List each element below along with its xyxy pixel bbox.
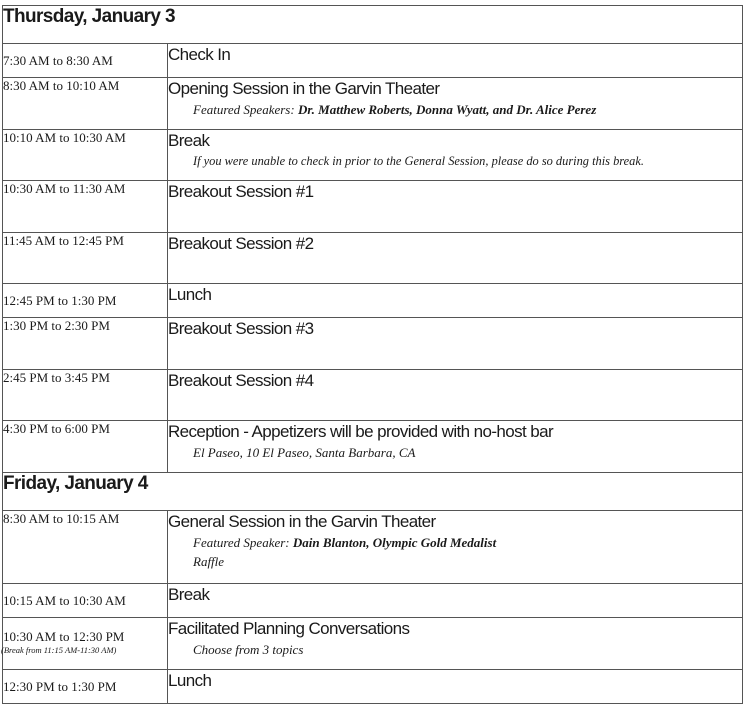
- session-cell: [168, 284, 743, 318]
- session-cell: [168, 318, 743, 370]
- table-row: [3, 284, 743, 318]
- session-cell: [168, 130, 743, 181]
- session-note: If you were unable to check in prior to the General Session, please do so during this break.: [193, 154, 644, 168]
- session-title: Break: [168, 585, 210, 604]
- session-extra: Raffle: [193, 554, 225, 569]
- day-header-row: [3, 473, 743, 511]
- session-speakers: [168, 100, 742, 119]
- time-cell: 1:30 PM to 2:30 PM: [3, 318, 168, 370]
- session-cell: [168, 181, 743, 233]
- table-row: [3, 181, 743, 233]
- day-heading: Thursday, January 3: [3, 6, 743, 44]
- session-note: Choose from 3 topics: [193, 642, 304, 657]
- table-row: [3, 670, 743, 704]
- table-row: [3, 233, 743, 284]
- table-row: [3, 421, 743, 473]
- session-cell: [168, 670, 743, 704]
- session-cell: [168, 618, 743, 670]
- day-heading: Friday, January 4: [3, 473, 743, 511]
- session-title: Reception - Appetizers will be provided with no-host bar: [168, 422, 554, 441]
- session-cell: [168, 44, 743, 78]
- time-cell: 8:30 AM to 10:15 AM: [3, 511, 168, 584]
- session-cell: [168, 78, 743, 130]
- time-cell: 2:45 PM to 3:45 PM: [3, 370, 168, 421]
- session-cell: [168, 511, 743, 584]
- session-cell: [168, 370, 743, 421]
- time-cell: 7:30 AM to 8:30 AM: [3, 44, 168, 78]
- time-cell: 10:30 AM to 11:30 AM: [3, 181, 168, 233]
- table-row: [3, 584, 743, 618]
- time-cell: [3, 618, 168, 670]
- table-row: [3, 618, 743, 670]
- day-header-row: [3, 6, 743, 44]
- session-title: Breakout Session #2: [168, 234, 314, 253]
- speakers-label: Featured Speaker:: [193, 535, 290, 550]
- time-cell: 10:15 AM to 10:30 AM: [3, 584, 168, 618]
- time-cell: 8:30 AM to 10:10 AM: [3, 78, 168, 130]
- time-cell: 11:45 AM to 12:45 PM: [3, 233, 168, 284]
- table-row: [3, 78, 743, 130]
- table-row: [3, 370, 743, 421]
- session-title: Break: [168, 131, 210, 150]
- table-row: [3, 318, 743, 370]
- time-cell: 10:10 AM to 10:30 AM: [3, 130, 168, 181]
- session-cell: [168, 584, 743, 618]
- table-row: [3, 44, 743, 78]
- time-range: 10:30 AM to 12:30 PM: [3, 629, 125, 644]
- session-title: General Session in the Garvin Theater: [168, 512, 436, 531]
- session-title: Breakout Session #1: [168, 182, 314, 201]
- session-title: Facilitated Planning Conversations: [168, 619, 410, 638]
- session-title: Lunch: [168, 285, 212, 304]
- session-title: Check In: [168, 45, 231, 64]
- session-title: Breakout Session #3: [168, 319, 314, 338]
- time-cell: 12:30 PM to 1:30 PM: [3, 670, 168, 704]
- session-cell: [168, 421, 743, 473]
- time-cell: 4:30 PM to 6:00 PM: [3, 421, 168, 473]
- session-location: El Paseo, 10 El Paseo, Santa Barbara, CA: [193, 445, 416, 460]
- time-note: (Break from 11:15 AM-11:30 AM): [1, 645, 117, 655]
- table-row: [3, 511, 743, 584]
- schedule-table: [2, 5, 743, 704]
- session-title: Lunch: [168, 671, 212, 690]
- session-title: Opening Session in the Garvin Theater: [168, 79, 440, 98]
- session-title: Breakout Session #4: [168, 371, 314, 390]
- speakers-names: Dain Blanton, Olympic Gold Medalist: [292, 535, 497, 550]
- table-row: [3, 130, 743, 181]
- session-cell: [168, 233, 743, 284]
- session-speakers: [168, 533, 742, 552]
- speakers-names: Dr. Matthew Roberts, Donna Wyatt, and Dr. Alice Perez: [297, 102, 597, 117]
- time-cell: 12:45 PM to 1:30 PM: [3, 284, 168, 318]
- speakers-label: Featured Speakers:: [193, 102, 295, 117]
